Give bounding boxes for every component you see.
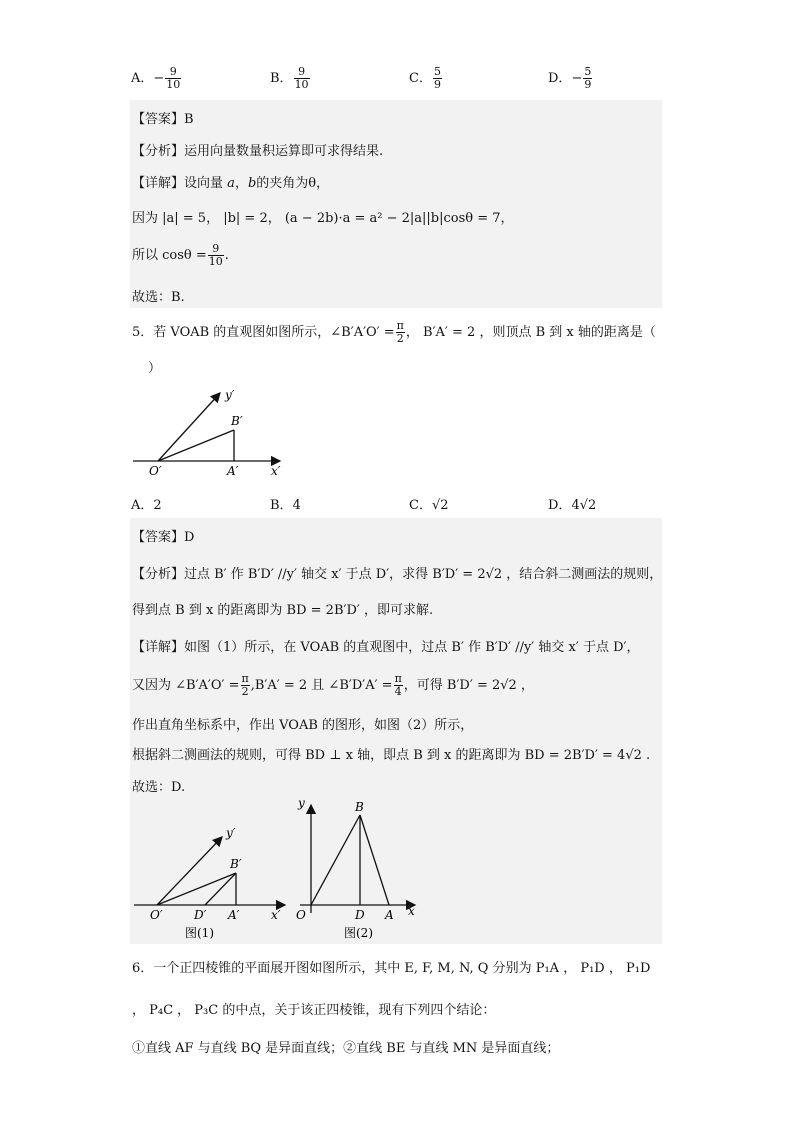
fig2-label-a: A xyxy=(385,908,394,922)
q4-choose: 故选：B. xyxy=(132,290,185,305)
label-x: x′ xyxy=(271,464,281,478)
q5-choose: 故选：D. xyxy=(132,780,186,795)
q4-solution-panel xyxy=(130,100,662,308)
q5-option-b: B．4 xyxy=(270,498,301,513)
q5-detail-1: 【详解】如图（1）所示，在 VOAB 的直观图中，过点 B′ 作 B′D′ //y′ 轴交 x′ 于点 D′， xyxy=(132,640,640,655)
fig1-label-a: A′ xyxy=(228,908,240,922)
fig2-label-d: D xyxy=(355,908,365,922)
fig1-segment-ob xyxy=(157,873,236,905)
fig2-label-y: y xyxy=(298,796,305,810)
fig1-label-o: O′ xyxy=(150,908,163,922)
fig2-label-x: x xyxy=(408,904,415,918)
q5-stem-close: ） xyxy=(148,361,162,376)
q4-line1: 因为 |a| = 5， |b| = 2， (a − 2b)·a = a² − 2|a||b|cosθ = 7， xyxy=(132,211,514,226)
q6-line3: ①直线 AF 与直线 BQ 是异面直线；②直线 BE 与直线 MN 是异面直线； xyxy=(132,1041,560,1056)
fig2-caption: 图(2) xyxy=(344,926,373,940)
fig2-label-o: O xyxy=(296,908,306,922)
q4-answer: 【答案】B xyxy=(132,112,194,127)
fig2-segment-ba xyxy=(360,815,389,905)
q4-option-c: C． $\frac{5}{9}$ xyxy=(409,65,441,91)
q6-line1: 6．一个正四棱锥的平面展开图如图所示，其中 E, F, M, N, Q 分别为 P₁A ， P₁D ， P₁D xyxy=(132,961,651,976)
q5-detail-4: 根据斜二测画法的规则，可得 BD ⊥ x 轴，即点 B 到 x 的距离即为 BD = 2B′D′ = 4√2 . xyxy=(132,748,651,763)
q5-analysis-1: 【分析】过点 B′ 作 B′D′ //y′ 轴交 x′ 于点 D′，求得 B′D′ = 2√2 ，结合斜二测画法的规则， xyxy=(132,567,663,582)
q5-analysis-2: 得到点 B 到 x 的距离即为 BD = 2B′D′ ，即可求解. xyxy=(132,603,434,618)
q4-line2: 所以 cosθ = $\frac{9}{10}$ . xyxy=(132,242,229,268)
q4-option-d: D．− $\frac{5}{9}$ xyxy=(548,65,592,91)
q5-detail-3: 作出直角坐标系中，作出 VOAB 的图形，如图（2）所示， xyxy=(132,718,474,733)
fig1-label-b: B′ xyxy=(230,857,242,871)
q5-detail-2: 又因为 ∠B′A′O′ = $\frac{\pi}{2}$ ,B′A′ = 2 且 ∠B′D′A′ = $\frac{\pi}{4}$ ，可得 B′D′ = 2√2 ， xyxy=(132,672,534,698)
q5-option-d: D．4√2 xyxy=(548,498,597,513)
figure-1 xyxy=(134,826,285,940)
q5-option-a: A．2 xyxy=(131,498,162,513)
fig1-y-axis xyxy=(157,837,222,905)
q6-line2: ， P₄C ， P₃C 的中点，关于该正四棱锥，现有下列四个结论： xyxy=(132,1003,496,1018)
q5-solution-figures xyxy=(130,795,430,943)
q4-analysis: 【分析】运用向量数量积运算即可求得结果. xyxy=(132,144,384,159)
q5-figure xyxy=(125,380,290,480)
y-axis xyxy=(158,393,220,461)
fig1-label-x: x′ xyxy=(271,908,281,922)
fig1-segment-db xyxy=(205,873,236,905)
label-o: O′ xyxy=(149,464,162,478)
label-y: y′ xyxy=(225,388,235,402)
label-b: B′ xyxy=(231,414,243,428)
fig2-label-b: B xyxy=(355,800,364,814)
q4-option-b: B． $\frac{9}{10}$ xyxy=(270,65,309,91)
q4-detail: 【详解】设向量 a，b的夹角为θ， xyxy=(132,176,330,191)
q5-answer: 【答案】D xyxy=(132,530,195,545)
label-a: A′ xyxy=(227,464,239,478)
q4-option-a: A．− $\frac{9}{10}$ xyxy=(131,65,181,91)
q5-option-c: C．√2 xyxy=(409,498,449,513)
figure-2 xyxy=(296,796,415,940)
q5-stem: 5．若 VOAB 的直观图如图所示，∠B′A′O′ = $\frac{\pi}{2}$ ， B′A′ = 2 ，则顶点 B 到 x 轴的距离是（ xyxy=(132,319,656,345)
fig1-label-d: D′ xyxy=(194,908,207,922)
fig1-label-y: y′ xyxy=(226,826,236,840)
fig1-caption: 图(1) xyxy=(185,926,214,940)
fig2-segment-ob xyxy=(311,815,360,905)
segment-ob xyxy=(158,430,234,461)
